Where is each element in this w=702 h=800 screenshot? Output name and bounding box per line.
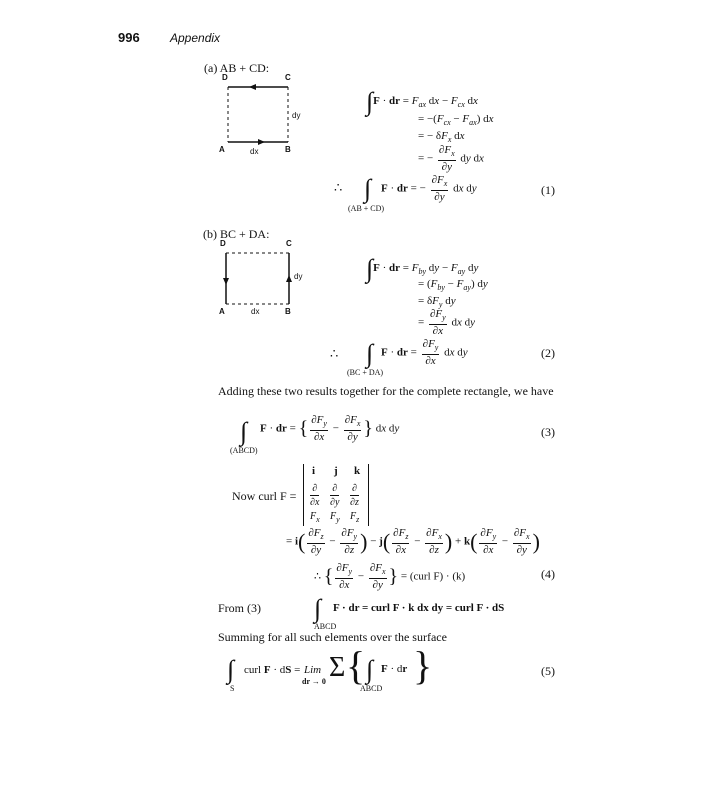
int-sub-b: (BC + DA): [347, 368, 384, 377]
corner-a: A: [219, 145, 225, 154]
int-sub-3: (ABCD): [230, 446, 258, 455]
now-curl-label: Now curl F =: [232, 489, 297, 503]
eq-b-line-4: = $\frac{\partial F_y}{\partial x}$ dx dy: [418, 308, 475, 338]
eq-a-line-2: = $-(F_{cx} - F_{ax})$ dx: [418, 113, 494, 128]
page-number: 996: [118, 30, 140, 45]
curl-expansion: = i( $\frac{\partial F_z}{\partial y}$ − $\frac{\partial F_y}{\partial z}$ ) − j( $\frac{\partial F_z}{\partial x}$ − $\frac{\partial F_x}{\partial z}$ ) + k( $\frac{\partial F_y}{\partial x}$ − $\frac{\partial F_x}{\partial y}$ ): [286, 527, 540, 557]
int-sub-a: (AB + CD): [348, 204, 385, 213]
int-sub-abcd: ABCD: [360, 684, 383, 693]
int-sub-from3: ABCD: [314, 622, 337, 631]
eq-5-brace-left: {: [346, 643, 366, 688]
rectangle-b-svg: [216, 242, 316, 322]
from-3-label: From (3): [218, 601, 261, 615]
eq-4-body: ∴ { $\frac{\partial F_y}{\partial x}$ − $\frac{\partial F_x}{\partial y}$ } = (curl F) · (k): [314, 562, 466, 592]
corner-c: C: [286, 239, 292, 248]
det-d-dy: $\frac{\partial}{\partial y}$: [330, 483, 340, 508]
eq-b-line-3: = $\delta F_y$ dy: [418, 295, 456, 310]
integral-a: ∫: [364, 174, 372, 203]
integral-from3: ∫: [314, 594, 322, 623]
summing-paragraph: Summing for all such elements over the surface: [218, 630, 447, 644]
rect-b-right-arrow: [286, 275, 292, 282]
diagram-rectangle-a: [218, 73, 318, 162]
corner-b: B: [285, 145, 291, 154]
integral-3: ∫: [240, 417, 248, 446]
diagram-rectangle-b: [216, 239, 316, 322]
rect-a-top-arrow: [249, 84, 256, 90]
eq-number-2: (2): [541, 346, 555, 360]
dx-label: dx: [251, 307, 260, 316]
eq-a-line-1: ∫F · dr = $F_{ax}$ dx − $F_{cx}$ dx: [366, 87, 478, 116]
corner-a: A: [219, 307, 225, 316]
eq-b-line-1: ∫F · dr = $F_{by}$ dy − $F_{ay}$ dy: [366, 254, 479, 283]
corner-d: D: [222, 73, 228, 82]
dx-label: dx: [250, 147, 259, 156]
eq-number-3: (3): [541, 425, 555, 439]
from-3-rhs: F · dr = curl F · k dx dy = curl F · dS: [333, 602, 505, 614]
dy-label: dy: [294, 272, 303, 281]
det-d-dz: $\frac{\partial}{\partial z}$: [350, 483, 359, 508]
eq-b-line-5: F · dr = $\frac{\partial F_y}{\partial x}$ dx dy: [381, 338, 468, 368]
part-a-label: (a) AB + CD:: [204, 61, 270, 75]
eq-3-body: F · dr = { $\frac{\partial F_y}{\partial x}$ − $\frac{\partial F_x}{\partial y}$ } dx dy: [260, 414, 400, 444]
int-sub-s: S: [230, 684, 235, 693]
rect-b-left-arrow: [223, 278, 229, 285]
rect-a-bottom-arrow: [258, 139, 265, 145]
part-b-label: (b) BC + DA:: [203, 227, 270, 241]
det-fz: $F_z$: [350, 511, 360, 524]
det-d-dx: $\frac{\partial}{\partial x}$: [310, 483, 320, 508]
eq-5-lim-sub: dr → 0: [302, 677, 326, 686]
eq-5-lim: Lim: [304, 664, 322, 676]
eq-number-4: (4): [541, 567, 555, 581]
integral-5: ∫: [227, 655, 235, 684]
integral-b: ∫: [366, 339, 374, 368]
adding-paragraph: Adding these two results together for the complete rectangle, we have: [218, 384, 554, 398]
integral-5-inner: ∫: [366, 655, 374, 684]
eq-a-line-4: = − $\frac{\partial F_x}{\partial y}$ dy dx: [418, 144, 484, 174]
eq-5-lhs: curl F · dS =: [244, 664, 301, 676]
det-j: j: [334, 465, 338, 477]
corner-d: D: [220, 239, 226, 248]
corner-c: C: [285, 73, 291, 82]
eq-4-rhs: = (curl F) · (k): [400, 570, 466, 583]
corner-b: B: [285, 307, 291, 316]
rectangle-a-svg: [218, 76, 318, 162]
eq-5-brace-right: }: [413, 643, 433, 688]
curl-determinant: [303, 464, 369, 526]
eq-5-sigma: Σ: [329, 652, 346, 683]
det-k: k: [354, 465, 361, 477]
det-i: i: [312, 465, 316, 477]
eq-a-line-5: F · dr = − $\frac{\partial F_x}{\partial y}$ dx dy: [381, 174, 477, 204]
eq-a-line-3: = − $\delta F_x$ dx: [418, 130, 465, 145]
eq-number-1: (1): [541, 183, 555, 197]
det-fy: $F_y$: [330, 511, 340, 524]
therefore-b: ∴: [330, 346, 339, 361]
det-fx: $F_x$: [310, 511, 320, 524]
eq-number-5: (5): [541, 664, 555, 678]
therefore-a: ∴: [334, 180, 343, 195]
dy-label: dy: [292, 111, 301, 120]
eq-b-line-2: = $(F_{by} - F_{ay})$ dy: [418, 278, 488, 293]
eq-5-inner: F · dr: [381, 663, 408, 675]
running-title: Appendix: [170, 31, 221, 45]
